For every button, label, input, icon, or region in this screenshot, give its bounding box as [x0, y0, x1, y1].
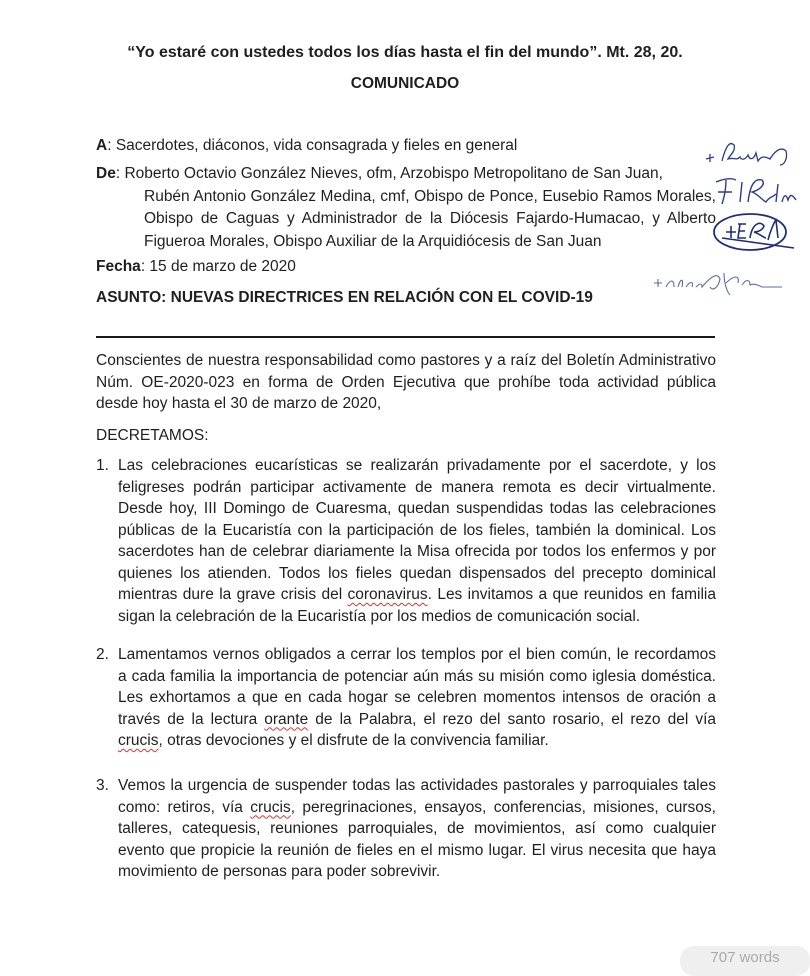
date-value: : 15 de marzo de 2020: [140, 258, 296, 275]
intro-paragraph: Conscientes de nuestra responsabilidad como pastores y a raíz del Boletín Administrativo Núm. OE-2020-023 en forma de Orden Ejecutiva que prohíbe toda actividad pública desde hoy hasta el 30 de marzo de 2020,: [96, 352, 716, 412]
date-label: Fecha: [96, 258, 141, 275]
subject-line: ASUNTO: NUEVAS DIRECTRICES EN RELACIÓN CON EL COVID-19: [96, 289, 593, 306]
spellcheck-word[interactable]: crucis: [118, 732, 159, 749]
date-line: [96, 256, 296, 279]
decree-heading: DECRETAMOS:: [96, 427, 209, 444]
decree-item-2: 2. Lamentamos vernos obligados a cerrar los templos por el bien común, le recordamos a cada familia la importancia de potenciar aún más su misión como iglesia doméstica. Les exhortamos a que en cada hogar se celebren momentos intensos de oración a través de la lectura orante de la Palabra, el rezo del santo rosario, el rezo del vía crucis, otras devociones y el disfrute de la convivencia familiar.: [96, 646, 716, 749]
item-number: 3.: [96, 777, 109, 794]
recipients-label: A: [96, 137, 108, 154]
epigraph-quote: “Yo estaré con ustedes todos los días hasta el fin del mundo”. Mt. 28, 20.: [127, 44, 683, 61]
item-number: 1.: [96, 457, 109, 474]
senders-line-1: : Roberto Octavio González Nieves, ofm, Arzobispo Metropolitano de San Juan,: [115, 165, 663, 182]
divider: [96, 336, 715, 338]
decree-item-1: 1. Las celebraciones eucarísticas se realizarán privadamente por el sacerdote, y los feligreses podrán participar activamente de manera remota es decir virtualmente. Desde hoy, III Domingo de Cuaresma, quedan suspendidas todas las celebraciones públicas de la Eucaristía con la participación de los fieles, también la dominical. Los sacerdotes han de celebrar diariamente la Misa ofrecida por todos los enfermos y por quienes los atienden. Todos los fieles quedan dispensados del precepto dominical mientras dure la grave crisis del coronavirus. Les invitamos a que reunidos en familia sigan la celebración de la Eucaristía por los medios de comunicación social.: [96, 457, 716, 625]
item-number: 2.: [96, 646, 109, 663]
senders-label: De: [96, 165, 116, 182]
decree-item-3: 3. Vemos la urgencia de suspender todas las actividades pastorales y parroquiales tales como: retiros, vía crucis, peregrinaciones, ensayos, conferencias, misiones, cursos, talleres, catequesis, reuniones parroquiales, de movimientos, así como cualquier evento que propicie la reunión de fieles en el mismo lugar. El virus necesita que haya movimiento de personas para poder sobrevivir.: [96, 777, 716, 880]
spellcheck-word[interactable]: coronavirus: [347, 586, 428, 603]
spellcheck-word[interactable]: orante: [264, 710, 309, 728]
spellcheck-word[interactable]: crucis: [250, 798, 291, 816]
recipients-value: : Sacerdotes, diáconos, vida consagrada y fieles en general: [107, 137, 518, 154]
signature-eusebio-icon: [708, 208, 800, 256]
signature-roberto-icon: [700, 135, 800, 175]
document-title: COMUNICADO: [350, 75, 460, 92]
senders-block: [96, 163, 716, 253]
word-count-badge[interactable]: 707 words: [680, 946, 810, 976]
recipients-line: [96, 135, 517, 158]
signature-alberto-icon: [650, 265, 790, 299]
signature-ruben-icon: [712, 172, 804, 208]
senders-rest: Rubén Antonio González Medina, cmf, Obispo de Ponce, Eusebio Ramos Morales, Obispo de Caguas y Administrador de la Diócesis Fajardo-Humacao, y Alberto Figueroa Morales, Obispo Auxiliar de la Arquidiócesis de San Juan: [144, 187, 716, 250]
